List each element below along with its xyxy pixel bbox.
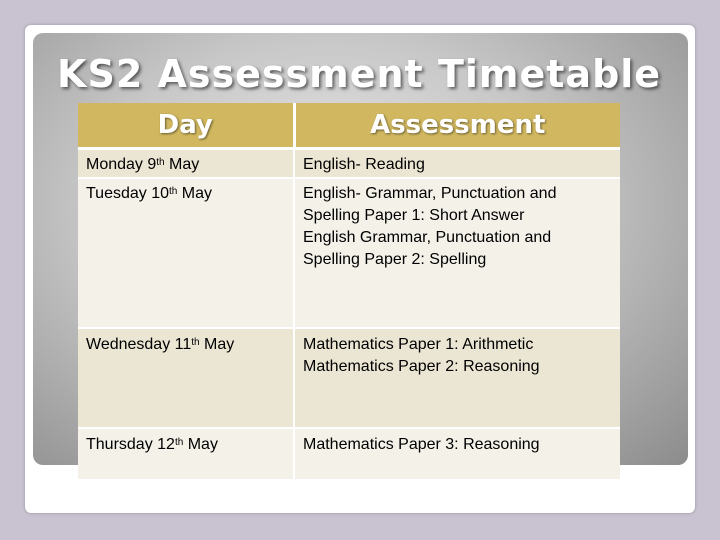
month-text: May [199, 335, 235, 353]
table-row [78, 428, 620, 480]
assessment-cell [294, 149, 620, 178]
month-text: May [164, 156, 200, 173]
day-text: Thursday 12 [86, 435, 175, 453]
table-row [78, 328, 620, 428]
day-text: Tuesday 10 [86, 184, 170, 202]
day-text: Wednesday 11 [86, 335, 192, 353]
assessment-line: English- Grammar, Punctuation and [303, 184, 557, 202]
timetable [78, 103, 620, 481]
assessment-line: Mathematics Paper 3: Reasoning [303, 435, 540, 453]
day-cell [78, 428, 294, 480]
day-cell [78, 149, 294, 178]
day-cell [78, 328, 294, 428]
header-row [78, 103, 620, 149]
assessment-line: Mathematics Paper 1: Arithmetic [303, 335, 534, 353]
ordinal-suffix: th [156, 157, 165, 168]
slide-title: KS2 Assessment Timetable [57, 52, 662, 96]
assessment-line: Spelling Paper 1: Short Answer [303, 206, 525, 224]
day-cell [78, 178, 294, 328]
ordinal-suffix: th [169, 185, 178, 197]
month-text: May [183, 435, 218, 453]
table-row [78, 149, 620, 178]
day-header: Day [78, 103, 294, 149]
assessment-line: Spelling Paper 2: Spelling [303, 250, 487, 268]
assessment-line: Mathematics Paper 2: Reasoning [303, 357, 540, 375]
assessment-line: English Grammar, Punctuation and [303, 228, 552, 246]
assessment-header: Assessment [294, 103, 620, 149]
ordinal-suffix: th [174, 436, 184, 448]
assessment-cell [294, 428, 620, 480]
assessment-line: English- Reading [303, 156, 425, 173]
ordinal-suffix: th [191, 336, 200, 348]
assessment-cell [294, 178, 620, 328]
assessment-cell [294, 328, 620, 428]
table-row [78, 178, 620, 328]
month-text: May [177, 184, 213, 202]
day-text: Monday 9 [86, 156, 157, 173]
